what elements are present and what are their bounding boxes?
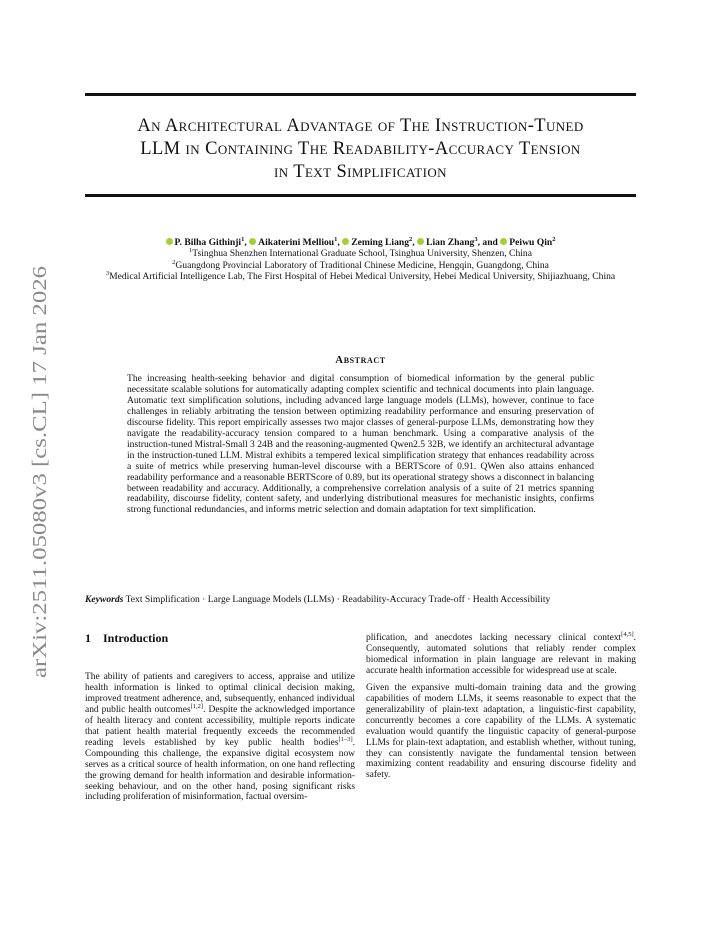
keywords-list: Text Simplification · Large Language Models (LLMs) · Readability-Accuracy Trade-off · Health Accessibility — [125, 594, 551, 605]
arxiv-identifier-text: arXiv:2511.05080v3 [cs.CL] 17 Jan 2026 — [30, 353, 51, 678]
affiliation — [85, 260, 636, 271]
author-separator: , — [337, 237, 340, 248]
author-affiliation-mark: 1 — [241, 235, 245, 243]
author-affiliation-mark: 3 — [474, 235, 478, 243]
title-rule-bottom — [85, 194, 636, 197]
citation-link[interactable]: [4,5] — [621, 630, 634, 638]
abstract-text: The increasing health-seeking behavior and digital consumption of biomedical information by the general public necessitate scalable solutions for automatically adapting complex scientific and technical documents into plain language. Automatic text simplification solutions, including advanced large language models (LLMs), however, continue to face challenges in reliably arbitrating the tension between optimizing readability performance and ensuring preservation of discourse fidelity. This report empirically assesses two major classes of general-purpose LLMs, demonstrating how they navigate the readability-accuracy tension compared to a human benchmark. Using a comparative analysis of the instruction-tuned Mistral-Small 3 24B and the reasoning-augmented Qwen2.5 32B, we identify an architectural advantage in the instruction-tuned LLM. Mistral exhibits a tempered lexical simplification strategy that enhances readability across a suite of metrics while preserving human-level discourse with a BERTScore of 0.91. QWen also attains enhanced readability performance and a reasonable BERTScore of 0.89, but its operational strategy shows a disconnect in balancing between readability and accuracy. Additionally, a comprehensive correlation analysis of a suite of 21 metrics spanning readability, discourse fidelity, content safety, and underlying distributional measures for mechanistic insights, confirms strong functional redundancies, and informs metric selection and domain adaptation for text simplification. — [127, 373, 594, 516]
author-separator: , — [244, 237, 247, 248]
orcid-icon[interactable] — [249, 238, 256, 245]
title-rule-top — [85, 93, 636, 96]
paragraph — [85, 672, 355, 803]
citation-link[interactable]: [1,2] — [190, 702, 204, 710]
affiliation-text: Medical Artificial Intelligence Lab, The First Hospital of Hebei Medical University, Hebei Medical University, Shijiazhuang, China — [109, 271, 616, 283]
title-line: LLM in Containing The Readability-Accuracy Tension — [140, 139, 581, 159]
body-column-right — [366, 630, 636, 787]
title-line: in Text Simplification — [274, 162, 447, 182]
section-heading — [85, 631, 168, 646]
affiliation — [85, 271, 636, 282]
citation-link[interactable]: [1–3] — [338, 735, 353, 743]
author-list — [85, 237, 636, 248]
orcid-icon[interactable] — [166, 238, 173, 245]
paragraph — [366, 630, 636, 677]
affiliation — [85, 248, 636, 259]
author-affiliation-mark: 1 — [334, 235, 338, 243]
body-column-left — [85, 672, 355, 809]
paragraph-text: . Compounding this challenge, the expansive digital ecosystem now serves as a critical source of health information, on one hand reflecting the growing demand for health information and desirable information-seeking behaviour, and on the other hand, posing significant risks including proliferation of misinformation, factual oversim- — [85, 737, 355, 803]
author-affiliation-mark: 2 — [409, 235, 413, 243]
orcid-icon[interactable] — [500, 238, 507, 245]
author-affiliation-mark: 2 — [552, 235, 556, 243]
author-name: Peiwu Qin — [509, 237, 553, 248]
section-title: Introduction — [103, 631, 169, 645]
affiliation-text: Tsinghua Shenzhen International Graduate School, Tsinghua University, Shenzen, China — [192, 248, 532, 260]
arxiv-identifier-graphic — [16, 262, 56, 682]
orcid-icon[interactable] — [342, 238, 349, 245]
affiliation-text: Guangdong Provincial Laboratory of Traditional Chinese Medicine, Hengqin, Guangdong, China — [175, 259, 549, 271]
paragraph-text: . Consequently, automated solutions that reliably render complex biomedical information in plain language are relevant in making accurate health information accessible for widespread use at scale. — [366, 633, 636, 676]
author-name: P. Bilha Githinji — [174, 237, 242, 248]
author-name: Aikaterini Melliou — [258, 237, 335, 248]
paragraph-text: . Despite the acknowledged importance of health literacy and content accessibility, multiple reports indicate that patient health material frequently exceeds the recommended reading levels established by key public health bodies — [85, 704, 355, 748]
author-block — [85, 237, 636, 283]
arxiv-identifier — [16, 262, 56, 682]
orcid-icon[interactable] — [417, 238, 424, 245]
paper-title — [85, 115, 636, 184]
title-line: An Architectural Advantage of The Instruction-Tuned — [137, 116, 584, 136]
author-separator: , — [412, 237, 415, 248]
author-name: Zeming Liang — [351, 237, 410, 248]
paragraph-text: The ability of patients and caregivers to access, appraise and utilize health information is linked to optimal clinical decision making, improved treatment adherence, and, subsequently, enhanced individual and public health outcomes — [85, 672, 355, 715]
affiliation-mark: 3 — [105, 270, 110, 278]
author-name: Lian Zhang — [426, 237, 475, 248]
keywords — [85, 594, 636, 605]
affiliation-mark: 1 — [189, 247, 193, 255]
author-separator: , and — [477, 237, 498, 248]
section-number: 1 — [85, 631, 91, 645]
affiliation-mark: 2 — [172, 258, 176, 266]
paragraph: Given the expansive multi-domain training data and the growing capabilities of modern LLMs, it seems reasonable to expect that the generalizability of plain-text adaptation, a linguistic-first capability, concurrently becomes a core capability of the LLMs. A systematic evaluation would quantify the linguistic capacity of general-purpose LLMs for plain-text adaptation, and establish whether, without tuning, they can consistently navigate the fundamental tension between maximizing content readability and ensuring discourse fidelity and safety. — [366, 682, 636, 781]
paragraph-text: plification, and anecdotes lacking necessary clinical context — [366, 633, 622, 643]
keywords-label: Keywords — [85, 594, 124, 605]
abstract-heading: Abstract — [335, 354, 386, 366]
